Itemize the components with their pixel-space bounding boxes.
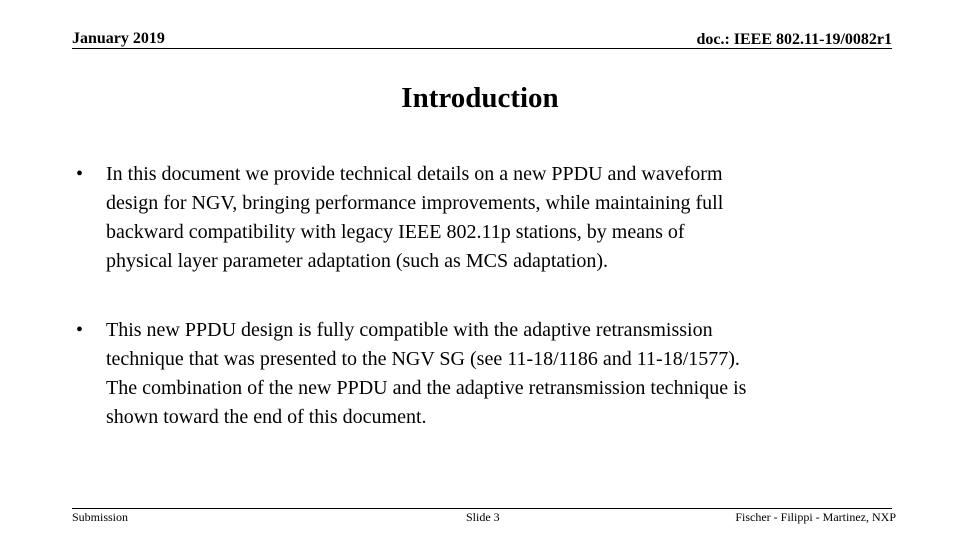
slide-title: Introduction: [401, 82, 559, 114]
bullet-line: design for NGV, bringing performance improvements, while maintaining full: [106, 192, 724, 214]
bullet-line: shown toward the end of this document.: [106, 406, 427, 428]
bullet-line: physical layer parameter adaptation (such as MCS adaptation).: [106, 250, 609, 272]
bullet-line: The combination of the new PPDU and the adaptive retransmission technique is: [106, 377, 747, 399]
bullet-item: [72, 316, 892, 432]
bullet-line: backward compatibility with legacy IEEE 802.11p stations, by means of: [106, 221, 685, 243]
footer-divider: [72, 508, 892, 509]
bullet-marker: •: [76, 163, 84, 185]
bullet-list: [72, 160, 892, 432]
bullet-line: In this document we provide technical details on a new PPDU and waveform: [106, 163, 723, 185]
bullet-line: technique that was presented to the NGV SG (see 11-18/1186 and 11-18/1577).: [106, 348, 740, 370]
bullet-line: This new PPDU design is fully compatible with the adaptive retransmission: [106, 319, 713, 341]
footer-authors: Fischer - Filippi - Martinez, NXP: [735, 510, 896, 524]
footer-slide-number: Slide 3: [466, 510, 500, 524]
header-doc-id: doc.: IEEE 802.11-19/0082r1: [696, 31, 892, 48]
header-date: January 2019: [72, 30, 165, 47]
bullet-marker: •: [76, 319, 84, 341]
footer-submission: Submission: [72, 510, 129, 524]
header-divider: [72, 48, 892, 49]
bullet-item: [72, 160, 892, 276]
